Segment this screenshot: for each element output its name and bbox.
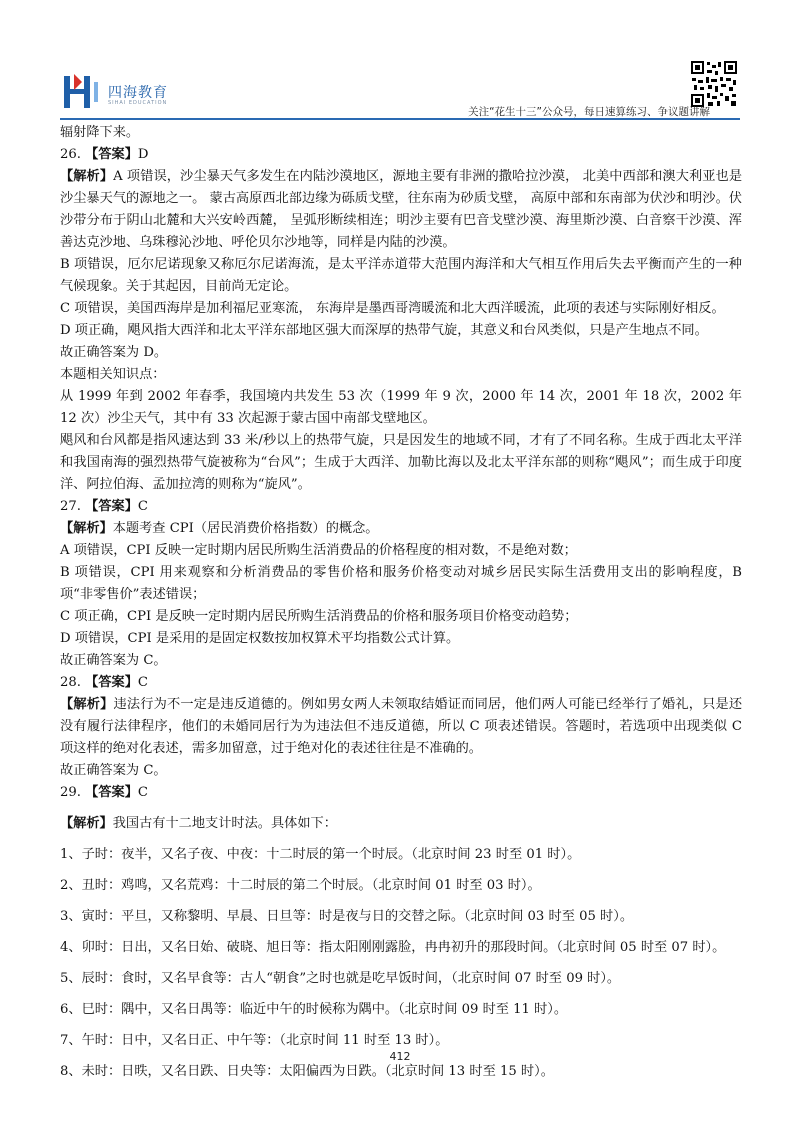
question-number: 29. xyxy=(60,785,86,800)
list-item: 3、寅时：平旦，又称黎明、早晨、日旦等：时是夜与日的交替之际。（北京时间 03 时至 05 时）。 xyxy=(60,909,634,924)
paragraph-text: 本题考查 CPI（居民消费价格指数）的概念。 xyxy=(112,521,379,536)
explanation-label: 【解析】 xyxy=(60,169,114,184)
paragraph-text: 我国古有十二地支计时法。具体如下： xyxy=(112,816,337,831)
explanation-label: 【解析】 xyxy=(60,521,113,536)
document-body xyxy=(60,122,742,1083)
page-number: 412 xyxy=(389,1050,411,1063)
question-number: 27. xyxy=(60,499,86,514)
question-heading xyxy=(60,782,742,804)
paragraph: 故正确答案为 D。 xyxy=(60,345,168,360)
explanation-label: 【解析】 xyxy=(60,816,113,831)
list-item: 4、卯时：日出，又名日始、破晓、旭日等：指太阳刚刚露脸，冉冉初升的那段时间。（北京时间 05 时至 07 时）。 xyxy=(60,940,726,955)
header-divider xyxy=(60,118,740,120)
paragraph: 飓风和台风都是指风速达到 33 米/秒以上的热带气旋，只是因发生的地域不同，才有了不同名称。生成于西北太平洋和我国南海的强烈热带气旋被称为“台风”；生成于大西洋、加勒比海以及北太平洋东部的则称“飓风”；而生成于印度洋、阿拉伯海、孟加拉湾的则称为“旋风”。 xyxy=(60,433,742,492)
paragraph: 故正确答案为 C。 xyxy=(60,653,167,668)
list-item: 1、子时：夜半，又名子夜、中夜：十二时辰的第一个时辰。（北京时间 23 时至 01 时）。 xyxy=(60,847,581,862)
brand-logo xyxy=(62,72,177,112)
list-item: 6、巳时：隅中，又名日禺等：临近中午的时候称为隅中。（北京时间 09 时至 11 时）。 xyxy=(60,1002,568,1017)
paragraph: D 项错误，CPI 是采用的是固定权数按加权算术平均指数公式计算。 xyxy=(60,631,460,646)
paragraph-text: 违法行为不一定是违反道德的。例如男女两人未领取结婚证而同居，他们两人可能已经举行了婚礼，只是还没有履行法律程序，他们的未婚同居行为为违法但不违反道德，所以 C 项表述错误。答题时，若选项中出现类似 C 项这样的绝对化表述，需多加留意，过于绝对化的表述往往是不准确的。 xyxy=(60,697,743,756)
answer-label: 【答案】 xyxy=(85,499,138,514)
list-item: 2、丑时：鸡鸣，又名荒鸡：十二时辰的第二个时辰。（北京时间 01 时至 03 时）。 xyxy=(60,878,541,893)
answer-label: 【答案】 xyxy=(85,785,138,800)
logo-mark-icon xyxy=(62,72,104,112)
question-number: 26. xyxy=(60,147,86,162)
header-note: 关注“花生十三”公众号，每日速算练习、争议题讲解 xyxy=(468,106,710,118)
list-item: 5、辰时：食时，又名早食等：古人“朝食”之时也就是吃早饭时间，（北京时间 07 时至 09 时）。 xyxy=(60,971,621,986)
paragraph: D 项正确，飓风指大西洋和北太平洋东部地区强大而深厚的热带气旋，其意义和台风类似，只是产生地点不同。 xyxy=(60,323,708,338)
paragraph xyxy=(60,518,742,540)
paragraph: C 项错误，美国西海岸是加利福尼亚寒流， 东海岸是墨西哥湾暖流和北大西洋暖流，此项的表述与实际刚好相反。 xyxy=(60,301,725,316)
question-heading xyxy=(60,496,742,518)
paragraph-text: A 项错误，沙尘暴天气多发生在内陆沙漠地区，源地主要有非洲的撒哈拉沙漠， 北美中西部和澳大利亚也是沙尘暴天气的源地之一。 蒙古高原西北部边缘为砾质戈壁，往东南为砂质戈壁， 高原中部和东南部为伏沙和明沙。伏沙带分布于阴山北麓和大兴安岭西麓， 呈弧形断续相连；明沙主要有巴音戈壁沙漠、海里斯沙漠、白音察干沙漠、浑善达克沙地、乌珠穆沁沙地、呼伦贝尔沙地等，同样是内陆的沙漠。 xyxy=(60,169,743,250)
answer-value: C xyxy=(137,785,149,800)
paragraph: A 项错误，CPI 反映一定时期内居民所购生活消费品的价格程度的相对数，不是绝对数； xyxy=(60,543,577,558)
list-item: 7、午时：日中，又名日正、中午等：（北京时间 11 时至 13 时）。 xyxy=(60,1033,449,1048)
paragraph: 本题相关知识点： xyxy=(60,367,166,382)
page-header xyxy=(0,0,800,122)
answer-label: 【答案】 xyxy=(85,147,138,162)
qr-code-icon xyxy=(690,60,738,108)
answer-value: C xyxy=(137,499,149,514)
paragraph: 故正确答案为 C。 xyxy=(60,763,167,778)
paragraph: B 项错误，厄尔尼诺现象又称厄尔尼诺海流，是太平洋赤道带大范围内海洋和大气相互作用后失去平衡而产生的一种气候现象。关于其起因，目前尚无定论。 xyxy=(60,257,742,294)
paragraph: 辐射降下来。 xyxy=(60,125,140,140)
paragraph xyxy=(60,813,742,835)
explanation-label: 【解析】 xyxy=(60,697,114,712)
paragraph: B 项错误，CPI 用来观察和分析消费品的零售价格和服务价格变动对城乡居民实际生活费用支出的影响程度，B 项“非零售价”表述错误； xyxy=(60,565,742,602)
paragraph: C 项正确，CPI 是反映一定时期内居民所购生活消费品的价格和服务项目价格变动趋势； xyxy=(60,609,578,624)
answer-value: C xyxy=(137,675,149,690)
paragraph xyxy=(60,694,742,760)
question-heading xyxy=(60,672,742,694)
logo-text: 四海教育 xyxy=(108,85,168,101)
list-item: 8、未时：日昳，又名日跌、日央等：太阳偏西为日跌。（北京时间 13 时至 15 时）。 xyxy=(60,1064,554,1079)
answer-label: 【答案】 xyxy=(85,675,138,690)
paragraph xyxy=(60,166,742,254)
logo-subtext: SIHAI EDUCATION xyxy=(108,100,168,106)
question-number: 28. xyxy=(60,675,86,690)
paragraph: 从 1999 年到 2002 年春季，我国境内共发生 53 次（1999 年 9 次，2000 年 14 次，2001 年 18 次，2002 年 12 次）沙尘天气，其中有 33 次起源于蒙古国中南部戈壁地区。 xyxy=(60,389,742,426)
question-heading xyxy=(60,144,742,166)
answer-value: D xyxy=(137,147,149,162)
